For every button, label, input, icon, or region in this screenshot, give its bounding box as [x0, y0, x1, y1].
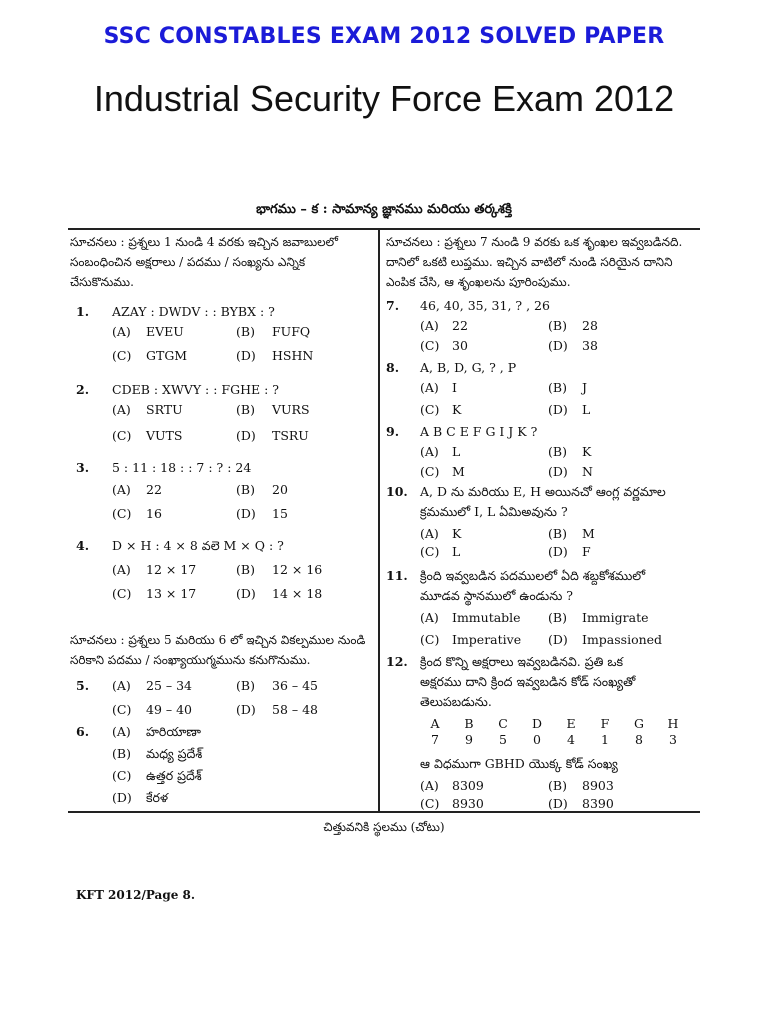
- option-label: (C): [420, 796, 440, 811]
- option-text: L: [452, 544, 461, 559]
- option-label: (D): [548, 464, 568, 479]
- question-number: 7.: [386, 298, 400, 313]
- code-number: 5: [499, 732, 507, 747]
- option-text: K: [452, 526, 462, 541]
- option-text: హరియాణా: [146, 724, 201, 739]
- option-label: (C): [112, 348, 132, 363]
- code-letter: G: [634, 716, 644, 731]
- option-text: కేరళ: [146, 790, 169, 805]
- option-label: (A): [420, 318, 439, 333]
- option-text: EVEU: [146, 324, 184, 339]
- option-text: J: [582, 380, 588, 395]
- question-number: 2.: [76, 382, 90, 397]
- option-label: (A): [112, 678, 131, 693]
- option-text: FUFQ: [272, 324, 311, 339]
- option-label: (C): [112, 702, 132, 717]
- code-letter: H: [667, 716, 679, 731]
- question-text: AZAY : DWDV : : BYBX : ?: [112, 304, 275, 319]
- option-label: (C): [420, 464, 440, 479]
- option-label: (A): [112, 402, 131, 417]
- option-label: (B): [236, 402, 255, 417]
- option-label: (D): [112, 790, 132, 805]
- option-label: (B): [548, 380, 567, 395]
- option-text: HSHN: [272, 348, 314, 363]
- question-number: 5.: [76, 678, 90, 693]
- question-text-line: క్రమములో I, L ఏమిఅవును ?: [420, 504, 568, 519]
- option-text: 49 – 40: [146, 702, 193, 717]
- question-number: 1.: [76, 304, 90, 319]
- option-label: (B): [548, 778, 567, 793]
- option-label: (D): [548, 796, 568, 811]
- option-text: 8309: [452, 778, 484, 793]
- option-text: TSRU: [272, 428, 309, 443]
- option-label: (D): [236, 702, 256, 717]
- question-number: 4.: [76, 538, 90, 553]
- page-title: Industrial Security Force Exam 2012: [93, 78, 675, 119]
- option-text: 22: [146, 482, 162, 497]
- code-number: 4: [567, 732, 575, 747]
- option-label: (C): [112, 768, 132, 783]
- option-text: 16: [146, 506, 162, 521]
- question-text: D × H : 4 × 8 వలె M × Q : ?: [112, 538, 284, 553]
- option-label: (C): [420, 338, 440, 353]
- option-label: (A): [112, 324, 131, 339]
- column-divider: [378, 230, 380, 812]
- option-label: (D): [236, 586, 256, 601]
- option-label: (D): [548, 544, 568, 559]
- option-text: Imperative: [452, 632, 522, 647]
- question-text: CDEB : XWVY : : FGHE : ?: [112, 382, 279, 397]
- option-label: (D): [548, 402, 568, 417]
- option-label: (C): [420, 544, 440, 559]
- option-label: (C): [420, 402, 440, 417]
- option-text: GTGM: [146, 348, 188, 363]
- instructions-1: సూచనలు : ప్రశ్నలు 1 నుండి 4 వరకు ఇచ్చిన జవాబులలో సంబంధించిన అక్షరాలు / పదము / సంఖ్యను ఎన్నిక చేసుకొనుము.: [70, 235, 338, 289]
- code-letters-row: [418, 716, 690, 731]
- option-label: (D): [548, 338, 568, 353]
- question-number: 9.: [386, 424, 400, 439]
- option-label: (C): [112, 428, 132, 443]
- section-title: భాగము – క : సామాన్య జ్ఞానము మరియు తర్కశక్తి: [256, 202, 512, 217]
- option-label: (C): [112, 586, 132, 601]
- question-text-line: మూడవ స్థానములో ఉండును ?: [420, 588, 574, 603]
- question-number: 11.: [386, 568, 408, 583]
- code-number: 0: [533, 732, 541, 747]
- code-number: 1: [601, 732, 609, 747]
- option-label: (B): [236, 482, 255, 497]
- option-text: Impassioned: [582, 632, 663, 647]
- option-text: 38: [582, 338, 598, 353]
- code-letter: C: [498, 716, 508, 731]
- option-text: SRTU: [146, 402, 183, 417]
- option-label: (D): [548, 632, 568, 647]
- rough-work-label: చిత్తువనికి స్థలము (చోటు): [323, 820, 445, 834]
- option-label: (B): [236, 562, 255, 577]
- code-numbers-row: [418, 732, 690, 747]
- option-text: 8390: [582, 796, 614, 811]
- option-text: L: [582, 402, 591, 417]
- instructions-2: సూచనలు : ప్రశ్నలు 5 మరియు 6 లో ఇచ్చిన వికల్పముల నుండి సరికాని పదము / సంఖ్యాయుగ్మమును కనుగొనుము.: [70, 633, 366, 667]
- instructions-3: సూచనలు : ప్రశ్నలు 7 నుండి 9 వరకు ఒక శృంఖల ఇవ్వబడినది. దానిలో ఒకటి లుప్తము. ఇచ్చిన వాటిలో నుండి సరియైన దానిని ఎంపిక చేసి, ఆ శృంఖలను పూరింపుము.: [386, 235, 683, 289]
- option-label: (B): [548, 444, 567, 459]
- option-label: (A): [420, 778, 439, 793]
- bottom-rule: [68, 811, 700, 813]
- question-ask: ఆ విధముగా GBHD యొక్క కోడ్ సంఖ్య: [420, 756, 618, 771]
- option-text: 12 × 16: [272, 562, 323, 577]
- option-label: (A): [112, 562, 131, 577]
- option-label: (D): [236, 348, 256, 363]
- option-label: (A): [420, 610, 439, 625]
- question-text-line: క్రింది ఇవ్వబడిన పదములలో ఏది శబ్దకోశములో: [420, 568, 646, 583]
- option-text: 22: [452, 318, 468, 333]
- question-text-line: అక్షరము దాని క్రింద ఇవ్వబడిన కోడ్ సంఖ్యతో: [420, 674, 636, 689]
- option-text: K: [582, 444, 592, 459]
- option-text: M: [452, 464, 465, 479]
- question-text-line: క్రింద కొన్ని అక్షరాలు ఇవ్వబడినవి. ప్రతి ఒక: [420, 654, 624, 669]
- option-label: (B): [236, 678, 255, 693]
- option-text: VUTS: [146, 428, 183, 443]
- option-label: (A): [420, 526, 439, 541]
- option-label: (A): [112, 724, 131, 739]
- option-text: M: [582, 526, 595, 541]
- option-text: N: [582, 464, 593, 479]
- option-text: 20: [272, 482, 288, 497]
- option-label: (D): [236, 506, 256, 521]
- question-text: A B C E F G I J K ?: [420, 424, 538, 439]
- option-text: 13 × 17: [146, 586, 197, 601]
- code-letter: E: [566, 716, 576, 731]
- option-text: 30: [452, 338, 468, 353]
- option-label: (C): [420, 632, 440, 647]
- option-label: (B): [236, 324, 255, 339]
- code-letter: D: [531, 716, 543, 731]
- option-label: (A): [420, 380, 439, 395]
- option-text: K: [452, 402, 462, 417]
- option-text: L: [452, 444, 461, 459]
- option-text: 58 – 48: [272, 702, 319, 717]
- code-letter: F: [600, 716, 610, 731]
- code-number: 9: [465, 732, 473, 747]
- code-number: 3: [669, 732, 677, 747]
- option-text: మధ్య ప్రదేశ్: [146, 746, 203, 761]
- option-label: (A): [420, 444, 439, 459]
- option-label: (D): [236, 428, 256, 443]
- option-text: F: [582, 544, 591, 559]
- question-text-line: A, D ను మరియు E, H అయినచో ఆంగ్ల వర్ణమాల: [420, 484, 666, 499]
- option-text: VURS: [272, 402, 310, 417]
- option-text: 15: [272, 506, 288, 521]
- option-text: 8903: [582, 778, 614, 793]
- option-label: (A): [112, 482, 131, 497]
- option-text: 25 – 34: [146, 678, 193, 693]
- option-text: 8930: [452, 796, 484, 811]
- option-text: 28: [582, 318, 598, 333]
- option-label: (B): [548, 610, 567, 625]
- option-text: 14 × 18: [272, 586, 323, 601]
- option-text: I: [452, 380, 457, 395]
- question-text: 5 : 11 : 18 : : 7 : ? : 24: [112, 460, 252, 475]
- option-label: (B): [112, 746, 131, 761]
- question-text: A, B, D, G, ? , P: [420, 360, 517, 375]
- option-label: (B): [548, 526, 567, 541]
- question-text-line: తెలుపబడును.: [420, 694, 492, 709]
- question-number: 6.: [76, 724, 90, 739]
- code-letter: B: [464, 716, 474, 731]
- question-number: 12.: [386, 654, 408, 669]
- option-text: Immigrate: [582, 610, 649, 625]
- banner-title: SSC CONSTABLES EXAM 2012 SOLVED PAPER: [103, 24, 665, 49]
- option-text: 36 – 45: [272, 678, 319, 693]
- question-number: 8.: [386, 360, 400, 375]
- question-text: 46, 40, 35, 31, ? , 26: [420, 298, 550, 313]
- code-number: 8: [635, 732, 643, 747]
- question-number: 10.: [386, 484, 408, 499]
- code-number: 7: [431, 732, 439, 747]
- page-footer: KFT 2012/Page 8.: [76, 888, 196, 902]
- option-text: 12 × 17: [146, 562, 197, 577]
- option-text: Immutable: [452, 610, 521, 625]
- option-text: ఉత్తర ప్రదేశ్: [146, 768, 202, 783]
- code-letter: A: [430, 716, 440, 731]
- top-rule: [68, 228, 700, 230]
- option-label: (C): [112, 506, 132, 521]
- question-number: 3.: [76, 460, 90, 475]
- option-label: (B): [548, 318, 567, 333]
